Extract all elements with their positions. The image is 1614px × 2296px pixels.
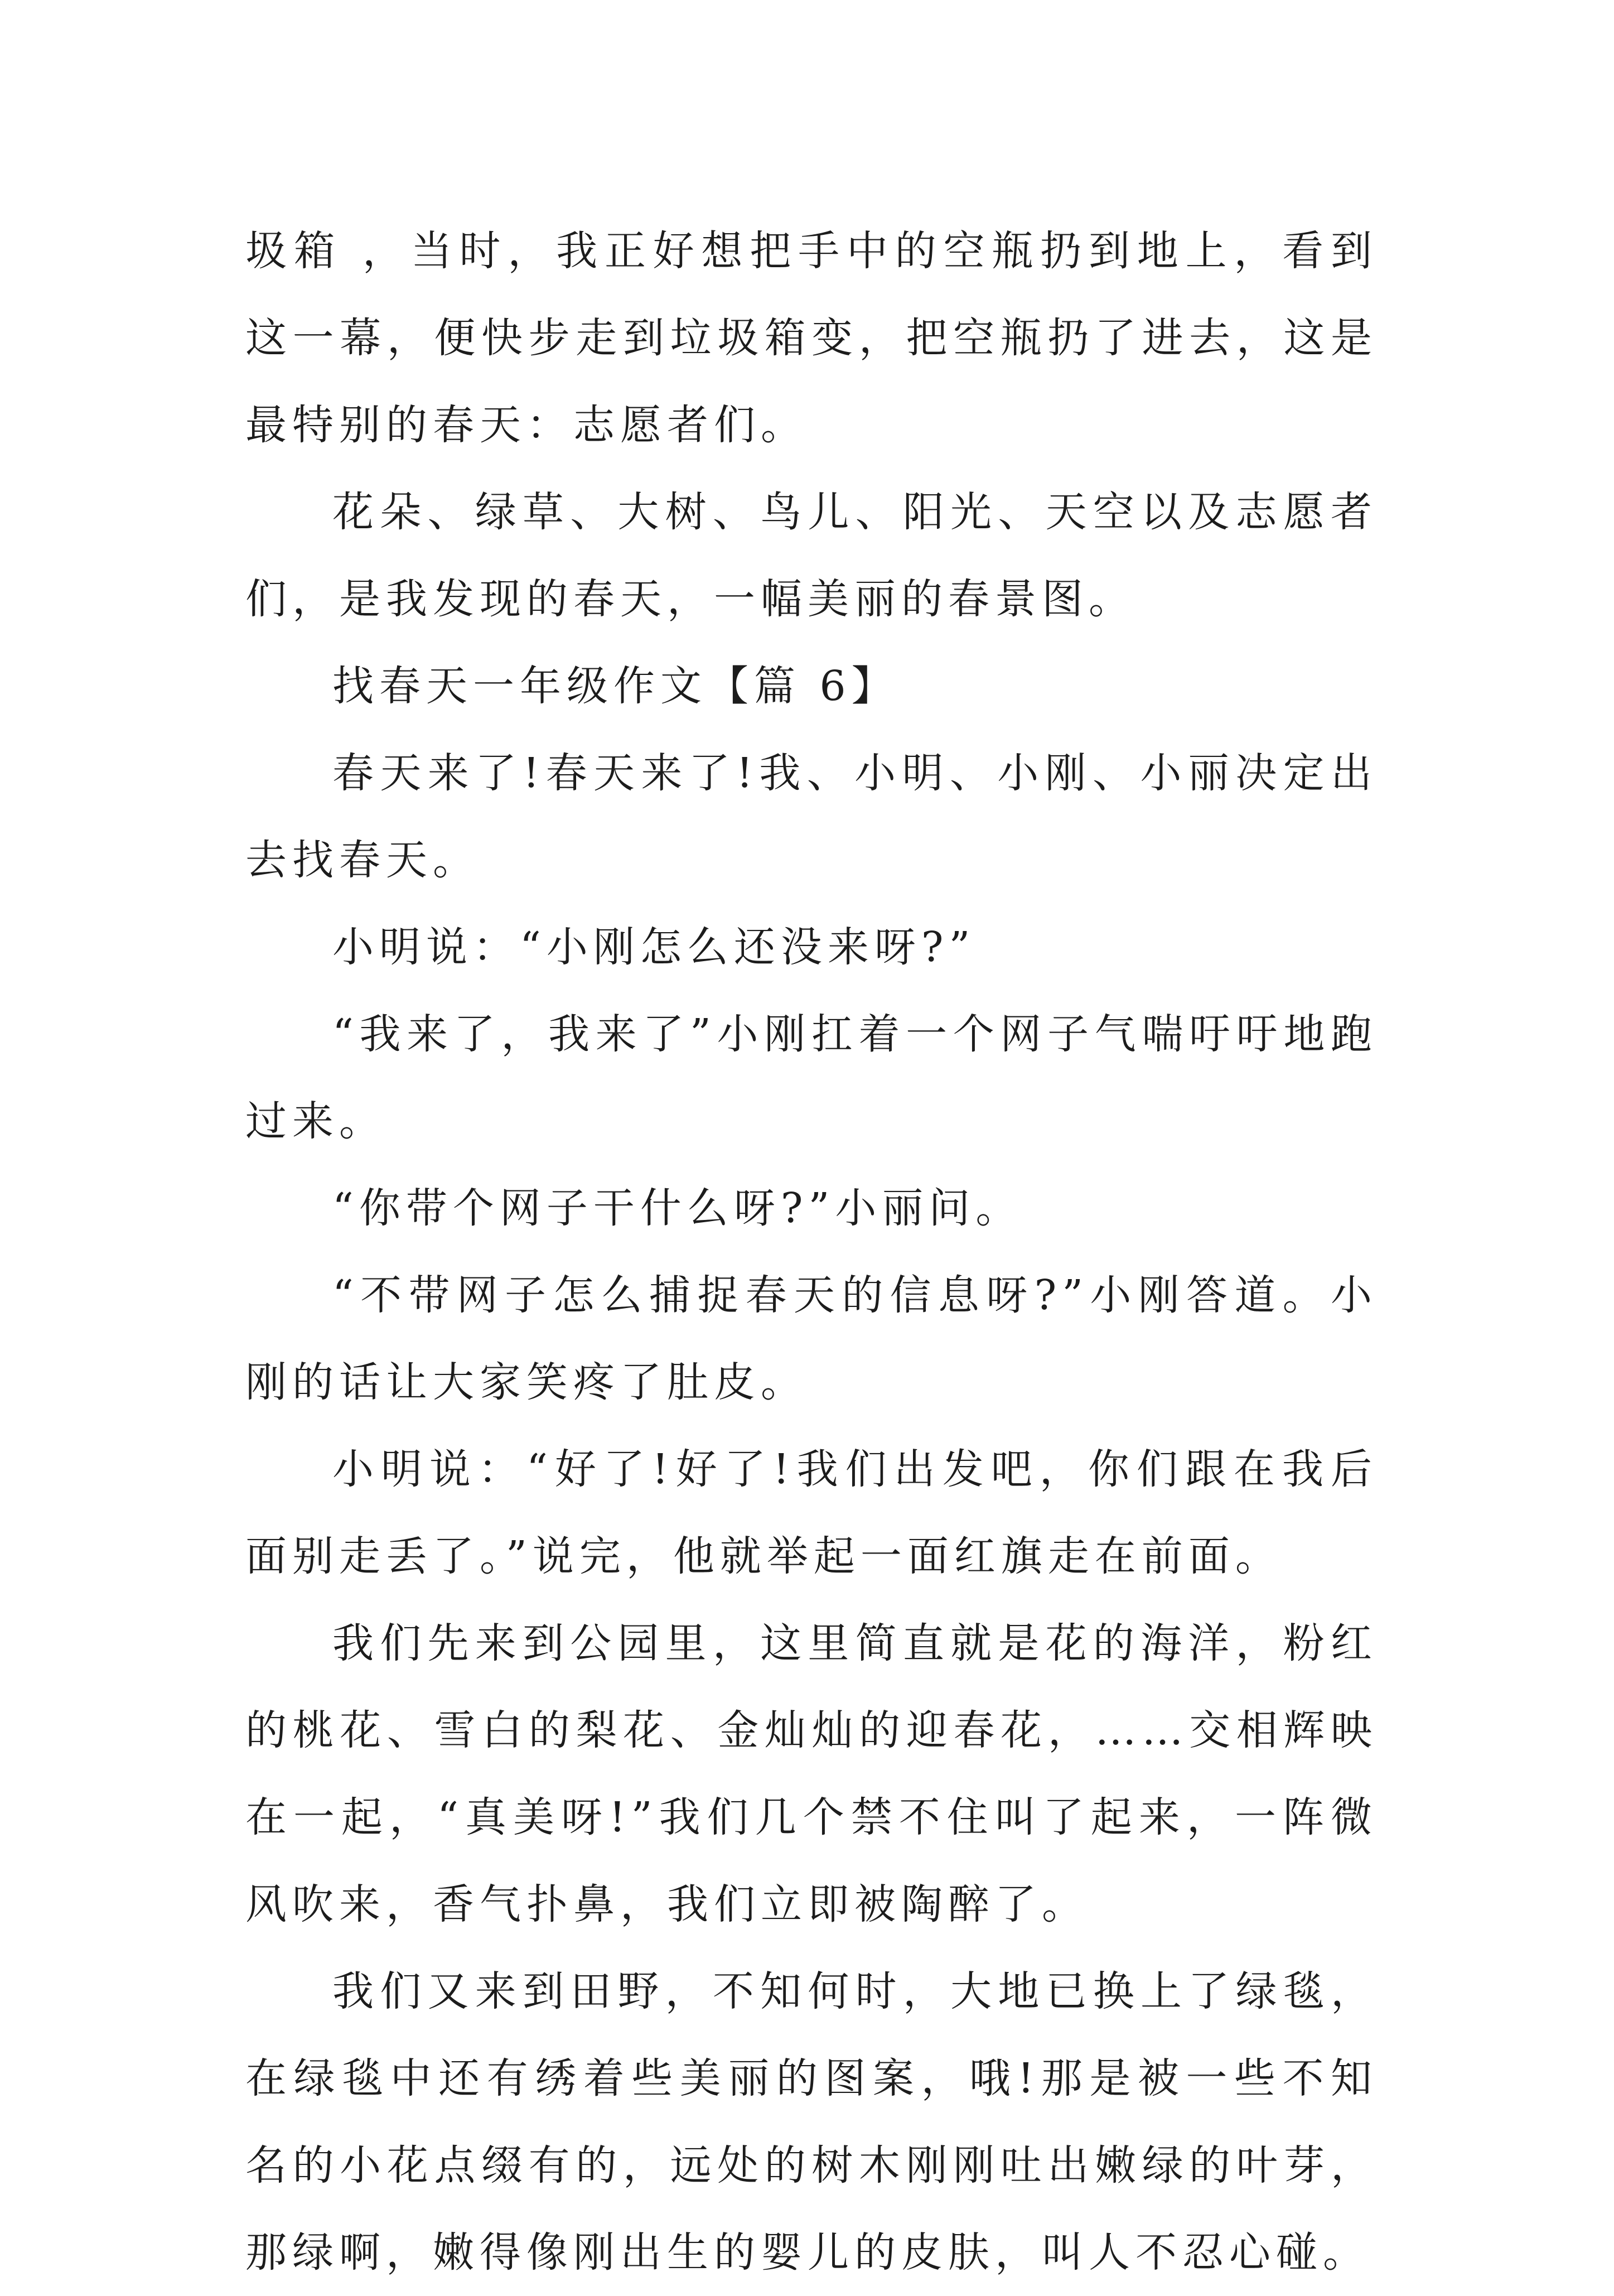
paragraph-continuation: 圾箱 ，当时，我正好想把手中的空瓶扔到地上，看到这一幕，便快步走到垃圾箱变，把空瓶扔了进去，这是最特别的春天：志愿者们。 (245, 227, 1378, 449)
paragraph: 小明说：“好了!好了!我们出发吧，你们跟在我后面别走丢了。”说完，他就举起一面红旗走在前面。 (245, 1445, 1378, 1580)
paragraph: 我们先来到公园里，这里简直就是花的海洋，粉红的桃花、雪白的梨花、金灿灿的迎春花，……交相辉映在一起，“真美呀!”我们几个禁不住叫了起来，一阵微风吹来，香气扑鼻，我们立即被陶醉了。 (245, 1619, 1378, 1928)
paragraph: “不带网子怎么捕捉春天的信息呀?”小刚答道。小刚的话让大家笑疼了肚皮。 (245, 1271, 1378, 1406)
paragraph-summary: 花朵、绿草、大树、鸟儿、阳光、天空以及志愿者们，是我发现的春天，一幅美丽的春景图。 (245, 488, 1378, 623)
paragraph: 我们又来到田野，不知何时，大地已换上了绿毯，在绿毯中还有绣着些美丽的图案，哦!那是被一些不知名的小花点缀有的，远处的树木刚刚吐出嫩绿的叶芽，那绿啊，嫩得像刚出生的婴儿的皮肤，叫人不忍心碰。 (245, 1967, 1378, 2276)
document-body (245, 208, 1378, 2296)
paragraph: 小明说：“小刚怎么还没来呀?” (332, 923, 976, 971)
paragraph: “我来了，我来了”小刚扛着一个网子气喘吁吁地跑过来。 (245, 1010, 1378, 1145)
paragraph: 春天来了!春天来了!我、小明、小刚、小丽决定出去找春天。 (245, 749, 1378, 884)
paragraph: “你带个网子干什么呀?”小丽问。 (332, 1184, 1023, 1232)
section-heading: 找春天一年级作文【篇 6】 (332, 662, 898, 710)
